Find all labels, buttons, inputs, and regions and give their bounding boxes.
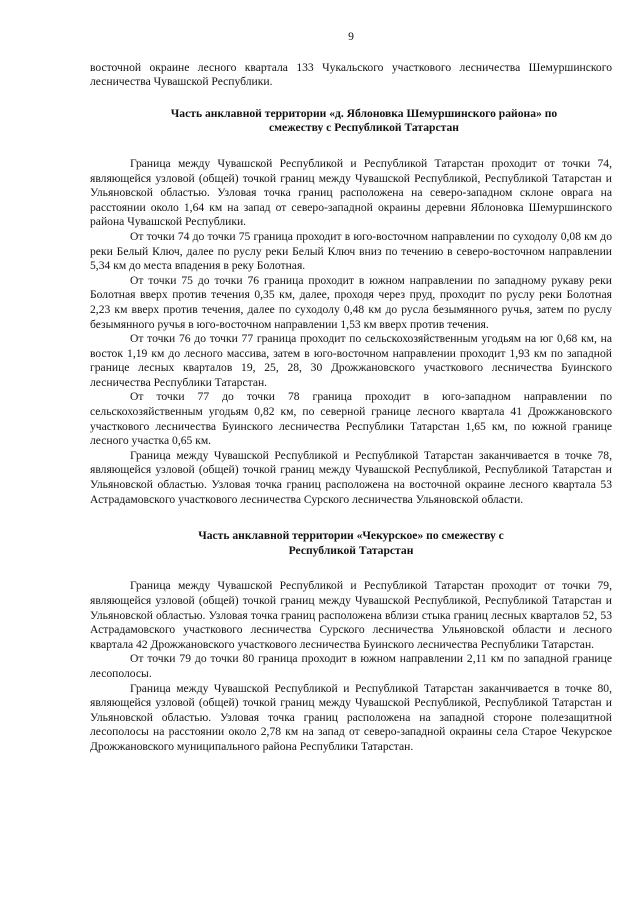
section-heading-chekurskoe: Часть анклавной территории «Чекурское» по смежеству с Республикой Татарстан [198, 529, 504, 557]
intro-paragraph: восточной окраине лесного квартала 133 Чукальского участкового лесничества Шемуршинского лесничества Чувашской Республики. [90, 60, 612, 89]
spacer [90, 507, 612, 529]
page-number: 9 [348, 30, 354, 43]
spacer [90, 136, 612, 157]
section-paragraph: Граница между Чувашской Республикой и Республикой Татарстан проходит от точки 79, являющейся узловой (общей) точкой границ между Чувашской Республикой, Республикой Татарстан и Ульяновской областью. Узловая точка границ расположена вблизи стыка границ лесных кварталов 52, 53 Астрадамовского участкового лесничества Сурского лесничества Ульяновской области и лесного квартала 42 Дрожжановского участкового лесничества Буинского лесничества Республики Татарстан. [90, 579, 612, 651]
section-heading-yablonovka: Часть анклавной территории «д. Яблоновка Шемуршинского района» по смежеству с Республикой Татарстан [170, 106, 558, 135]
section-paragraph: От точки 75 до точки 76 граница проходит в южном направлении по западному рукаву реки Болотная вверх против течения 0,35 км, далее, проходя через пруд, проходит по руслу реки Болотная 2,23 км вверх против течения, далее по суходолу 0,48 км до русла безымянного ручья, затем по руслу безымянного ручья в юго-восточном направлении 1,53 км вверх против течения. [90, 273, 612, 331]
section-paragraph: Граница между Чувашской Республикой и Республикой Татарстан заканчивается в точке 80, являющейся узловой (общей) точкой границ между Чувашской Республикой, Республикой Татарстан и Ульяновской областью. Узловая точка границ расположена на западной стороне полезащитной лесополосы на расстоянии около 2,78 км на запад от северо-западной окраины села Старое Чекурское Дрожжановского муниципального района Республики Татарстан. [90, 681, 612, 753]
section-paragraph: Граница между Чувашской Республикой и Республикой Татарстан проходит от точки 74, являющейся узловой (общей) точкой границ между Чувашской Республикой, Республикой Татарстан и Ульяновской областью. Узловая точка границ расположена на северо-западном склоне оврага на расстоянии около 1,64 км на запад от северо-западной окраины деревни Яблоновка Шемуршинского района Чувашской Республики. [90, 156, 612, 229]
document-page [90, 30, 612, 755]
section-paragraph: От точки 76 до точки 77 граница проходит по сельскохозяйственным угодьям на юг 0,68 км, на восток 1,19 км до лесного массива, затем в юго-восточном направлении проходит 1,93 км по западной границе лесных кварталов 19, 25, 28, 30 Дрожжановского участкового лесничества Буинского лесничества Республики Татарстан. [90, 332, 612, 389]
spacer [90, 558, 612, 579]
spacer [90, 90, 612, 107]
section-paragraph: От точки 77 до точки 78 граница проходит в юго-западном направлении по сельскохозяйственным угодьям 0,82 км, по северной границе лесного квартала 41 Дрожжановского участкового лесничества Буинского лесничества Республики Татарстан 1,65 км, по южной границе лесного участка 0,65 км. [90, 390, 612, 448]
section-paragraph: От точки 74 до точки 75 граница проходит в юго-восточном направлении по суходолу 0,08 км до реки Белый Ключ, далее по руслу реки Белый Ключ вниз по течению в северо-восточном направлении 5,34 км до места впадения в реку Болотная. [90, 229, 612, 273]
section-paragraph: Граница между Чувашской Республикой и Республикой Татарстан заканчивается в точке 78, являющейся узловой (общей) точкой границ между Чувашской Республикой, Республикой Татарстан и Ульяновской областью. Узловая точка границ расположена на восточной окраине лесного квартала 53 Астрадамовского участкового лесничества Сурского лесничества Ульяновской области. [90, 448, 612, 506]
section-paragraph: От точки 79 до точки 80 граница проходит в южном направлении 2,11 км по западной границе лесополосы. [90, 652, 612, 680]
